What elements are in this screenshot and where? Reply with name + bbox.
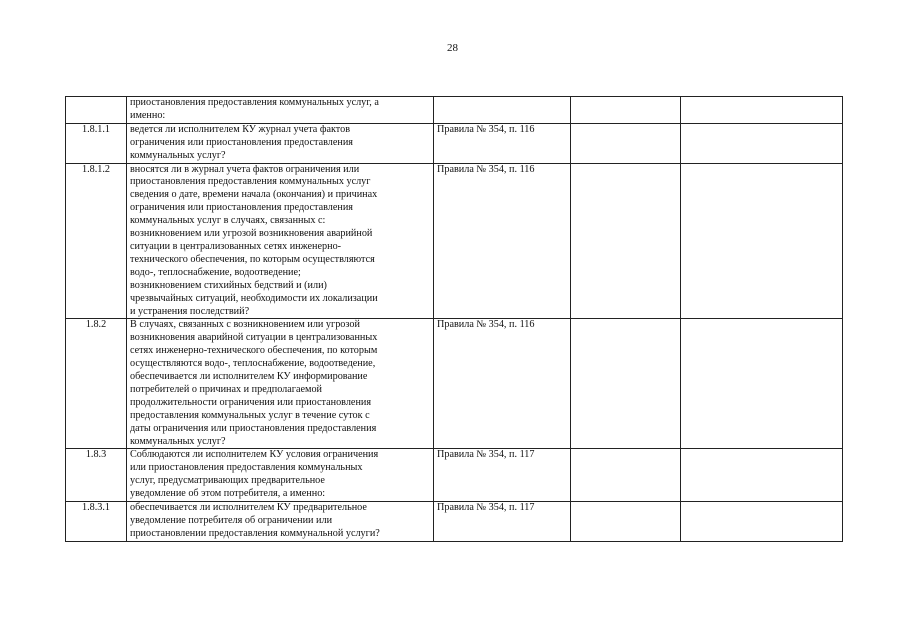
legal-reference: Правила № 354, п. 117 xyxy=(434,502,571,542)
question-line: или приостановления предоставления коммунальных xyxy=(130,462,363,474)
question-line: чрезвычайных ситуаций, необходимости их локализации xyxy=(130,292,378,304)
question-line: потребителей о причинах и предполагаемой xyxy=(130,383,322,395)
question-line: водо-, теплоснабжение, водоотведение; xyxy=(130,266,301,278)
question-cell xyxy=(127,319,434,449)
question-line: сетях инженерно-технического обеспечения, по которым xyxy=(130,345,378,357)
note-cell xyxy=(681,163,843,319)
note-cell xyxy=(681,97,843,124)
question-line: приостановления предоставления коммунальных услуг xyxy=(130,176,371,188)
note-cell xyxy=(681,449,843,502)
question-line: коммунальных услуг в случаях, связанных с: xyxy=(130,215,326,227)
answer-cell xyxy=(571,163,681,319)
answer-cell xyxy=(571,123,681,163)
legal-reference: Правила № 354, п. 117 xyxy=(434,449,571,502)
question-cell xyxy=(127,449,434,502)
question-line: приостановления предоставления коммунальных услуг, а xyxy=(130,97,379,108)
answer-cell xyxy=(571,449,681,502)
checklist-body xyxy=(66,97,843,542)
question-line: ситуации в централизованных сетях инженерно- xyxy=(130,240,342,252)
question-line: возникновением или угрозой возникновения аварийной xyxy=(130,228,373,240)
page-number: 28 xyxy=(447,42,458,54)
question-line: В случаях, связанных с возникновением или угрозой xyxy=(130,319,360,331)
question-line: Соблюдаются ли исполнителем КУ условия ограничения xyxy=(130,449,379,461)
question-line: уведомление об этом потребителя, а именно: xyxy=(130,488,326,500)
table-row xyxy=(66,319,843,449)
legal-reference: Правила № 354, п. 116 xyxy=(434,319,571,449)
question-line: возникновением стихийных бедствий и (или) xyxy=(130,279,327,291)
question-line: ограничения или приостановления предоставления xyxy=(130,136,353,148)
question-line: коммунальных услуг? xyxy=(130,435,226,447)
table-row xyxy=(66,97,843,124)
answer-cell xyxy=(571,319,681,449)
question-line: осуществляются водо-, теплоснабжение, водоотведение, xyxy=(130,358,376,370)
question-line: технического обеспечения, по которым осуществляются xyxy=(130,253,375,265)
checklist-table xyxy=(65,96,843,542)
table-row xyxy=(66,502,843,542)
question-line: обеспечивается ли исполнителем КУ предварительное xyxy=(130,502,367,514)
question-cell xyxy=(127,123,434,163)
legal-reference: Правила № 354, п. 116 xyxy=(434,163,571,319)
question-cell xyxy=(127,502,434,542)
question-line: возникновения аварийной ситуации в централизованных xyxy=(130,332,378,344)
question-cell xyxy=(127,163,434,319)
table-row xyxy=(66,123,843,163)
question-line: вносятся ли в журнал учета фактов ограничения или xyxy=(130,163,360,175)
question-line: продолжительности ограничения или приостановления xyxy=(130,396,372,408)
question-line: и устранения последствий? xyxy=(130,305,250,317)
question-line: услуг, предусматривающих предварительное xyxy=(130,475,325,487)
item-number: 1.8.3 xyxy=(66,449,127,502)
note-cell xyxy=(681,123,843,163)
note-cell xyxy=(681,502,843,542)
note-cell xyxy=(681,319,843,449)
table-row xyxy=(66,163,843,319)
question-line: коммунальных услуг? xyxy=(130,149,226,161)
question-line: ведется ли исполнителем КУ журнал учета фактов xyxy=(130,123,351,135)
question-cell xyxy=(127,97,434,124)
question-line: обеспечивается ли исполнителем КУ информирование xyxy=(130,371,368,383)
legal-reference: Правила № 354, п. 116 xyxy=(434,123,571,163)
item-number: 1.8.1.2 xyxy=(66,163,127,319)
answer-cell xyxy=(571,97,681,124)
question-line: ограничения или приостановления предоставления xyxy=(130,202,353,214)
answer-cell xyxy=(571,502,681,542)
question-line: именно: xyxy=(130,109,166,121)
question-line: приостановлении предоставления коммунальной услуги? xyxy=(130,527,380,539)
question-line: предоставления коммунальных услуг в течение суток с xyxy=(130,409,370,421)
question-line: уведомление потребителя об ограничении или xyxy=(130,515,333,526)
question-line: сведения о дате, времени начала (окончания) и причинах xyxy=(130,189,378,201)
item-number: 1.8.1.1 xyxy=(66,123,127,163)
item-number: 1.8.2 xyxy=(66,319,127,449)
question-line: даты ограничения или приостановления предоставления xyxy=(130,422,377,434)
item-number: 1.8.3.1 xyxy=(66,502,127,542)
item-number xyxy=(66,97,127,124)
legal-reference xyxy=(434,97,571,124)
table-row xyxy=(66,449,843,502)
